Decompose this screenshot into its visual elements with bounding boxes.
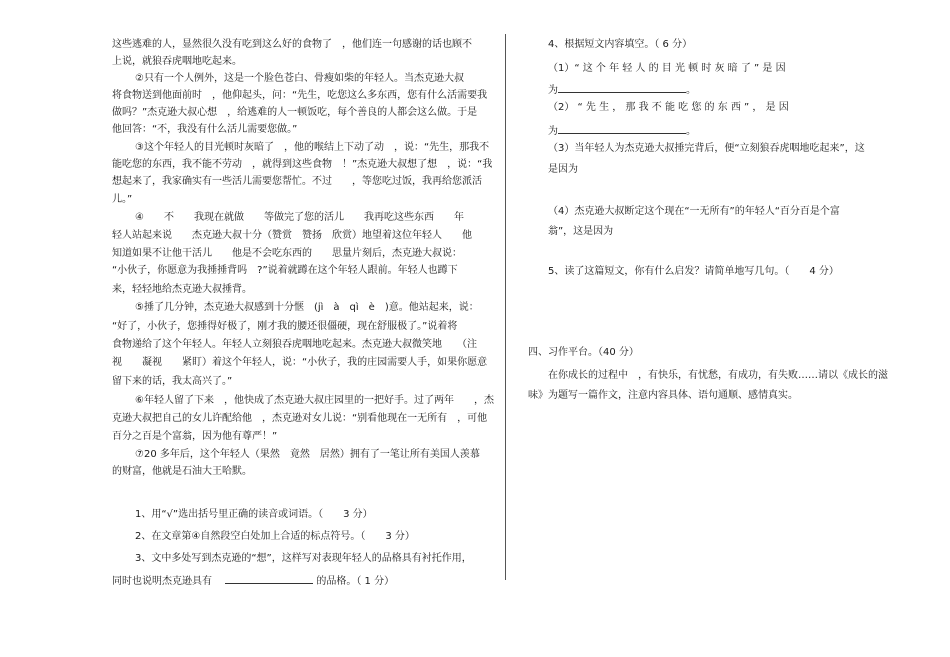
passage-line: 能吃您的东西，我不能不劳动 ，就得到这些食物 ！”杰克逊大叔想了想 ，说：“我 (112, 159, 493, 170)
question-2: 2、在文章第④自然段空白处加上合适的标点符号。（ 3 分） (135, 531, 415, 542)
question-1: 1、用“√”选出括号里正确的读音或词语。（ 3 分） (135, 509, 373, 520)
essay-prompt-line1: 在你成长的过程中 ，有快乐，有忧愁，有成功，有失败……请以《成长的滋 (548, 370, 888, 381)
passage-line: 百分之百是个富翁，因为他有尊严！” (112, 431, 278, 442)
passage-line: 想起来了，我家确实有一些活儿需要您帮忙。不过 ，等您吃过饭，我再给您派活 (112, 176, 482, 187)
question-3: 3、文中多处写到杰克逊的“想”，这样写对表现年轻人的品格具有衬托作用， (135, 553, 472, 564)
column-divider (505, 34, 506, 580)
question-3-line2: 同时也说明杰克逊具有 的品格。（ 1 分） (112, 572, 394, 589)
passage-line: 来，轻轻地给杰克逊大叔捶背。 (112, 284, 252, 295)
essay-prompt-line2: 味》为题写一篇作文，注意内容具体、语句通顺、感情真实。 (528, 390, 798, 401)
question-4-2-answer-line: 为 。 (548, 122, 696, 139)
answer-blank[interactable] (558, 81, 686, 93)
passage-line: 食物递给了这个年轻人。年轻人立刻狼吞虎咽地吃起来。杰克逊大叔微笑地 （注 (112, 339, 477, 350)
passage-line: 视 凝视 紧盯）着这个年轻人，说：“小伙子，我的庄园需要人手，如果你愿意 (112, 357, 488, 368)
passage-line: ④ 不 我现在就做 等做完了您的活儿 我再吃这些东西 年 (135, 212, 464, 223)
passage-line: 做吗？”杰克逊大叔心想 ，给逃难的人一顿饭吃，每个善良的人都会这么做。于是 (112, 107, 478, 118)
passage-line: ③这个年轻人的目光顿时灰暗了 ，他的喉结上下动了动 ，说：“先生，那我不 (135, 142, 490, 153)
passage-line: 轻人站起来说 杰克逊大叔十分（赞赏 赞扬 欣赏）地望着这位年轻人 他 (112, 230, 472, 241)
section-4-title: 四、习作平台。（40 分） (528, 347, 639, 358)
question-4-4-line2: 翁”，这是因为 (548, 226, 614, 237)
passage-line: “小伙子，你愿意为我捶捶背吗 ?”说着就蹲在这个年轻人跟前。年轻人也蹲下 (112, 265, 458, 276)
passage-line: 留下来的话，我太高兴了。” (112, 376, 233, 387)
passage-line: 儿。” (112, 194, 133, 205)
question-5: 5、读了这篇短文，你有什么启发？请简单地写几句。（ 4 分） (548, 266, 839, 277)
passage-line: 知道如果不让他干活儿 他是不会吃东西的 思量片刻后，杰克逊大叔说： (112, 248, 462, 259)
question-4-title: 4、根据短文内容填空。（ 6 分） (548, 39, 693, 50)
passage-line: “好了，小伙子，您捶得好极了，刚才我的腰还很僵硬，现在舒服极了。”说着将 (112, 321, 458, 332)
passage-line: ②只有一个人例外，这是一个脸色苍白、骨瘦如柴的年轻人。当杰克逊大叔 (135, 73, 464, 84)
passage-line: 的财富，他就是石油大王哈默。 (112, 466, 252, 477)
question-4-3: （3）当年轻人为杰克逊大叔捶完背后，便“立刻狼吞虎咽地吃起来”，这 (548, 143, 865, 154)
passage-line: ⑥年轻人留了下来 ，他快成了杰克逊大叔庄园里的一把好手。过了两年 ，杰 (135, 395, 494, 406)
question-4-3-line2: 是因为 (548, 164, 578, 175)
question-4-1-answer-line: 为 。 (548, 81, 696, 98)
answer-blank[interactable] (225, 572, 313, 584)
passage-line: 将食物送到他面前时 ，他仰起头，问：“先生，吃您这么多东西，您有什么活需要我 (112, 90, 488, 101)
question-4-4: （4）杰克逊大叔断定这个现在“一无所有”的年轻人“百分百是个富 (548, 206, 840, 217)
answer-blank[interactable] (558, 122, 686, 134)
passage-line: 他回答：“不，我没有什么活儿需要您做。” (112, 124, 298, 135)
passage-line: 上说，就狼吞虎咽地吃起来。 (112, 56, 242, 67)
question-4-2: （2） “ 先 生 ， 那 我 不 能 吃 您 的 东 西 ” ， 是 因 (548, 102, 789, 113)
passage-line: 克逊大叔把自己的女儿许配给他 ，杰克逊对女儿说：“别看他现在一无所有 ，可他 (112, 413, 488, 424)
passage-line: ⑦20 多年后，这个年轻人（果然 竟然 居然）拥有了一笔让所有美国人羡慕 (135, 449, 480, 460)
passage-line: ⑤捶了几分钟，杰克逊大叔感到十分惬 (jì à qì è )意。他站起来，说： (135, 302, 479, 313)
passage-line: 这些逃难的人，显然很久没有吃到这么好的食物了 ，他们连一句感谢的话也顾不 (112, 39, 472, 50)
question-4-1: （1）“ 这 个 年 轻 人 的 目 光 顿 时 灰 暗 了 ” 是 因 (548, 63, 786, 74)
